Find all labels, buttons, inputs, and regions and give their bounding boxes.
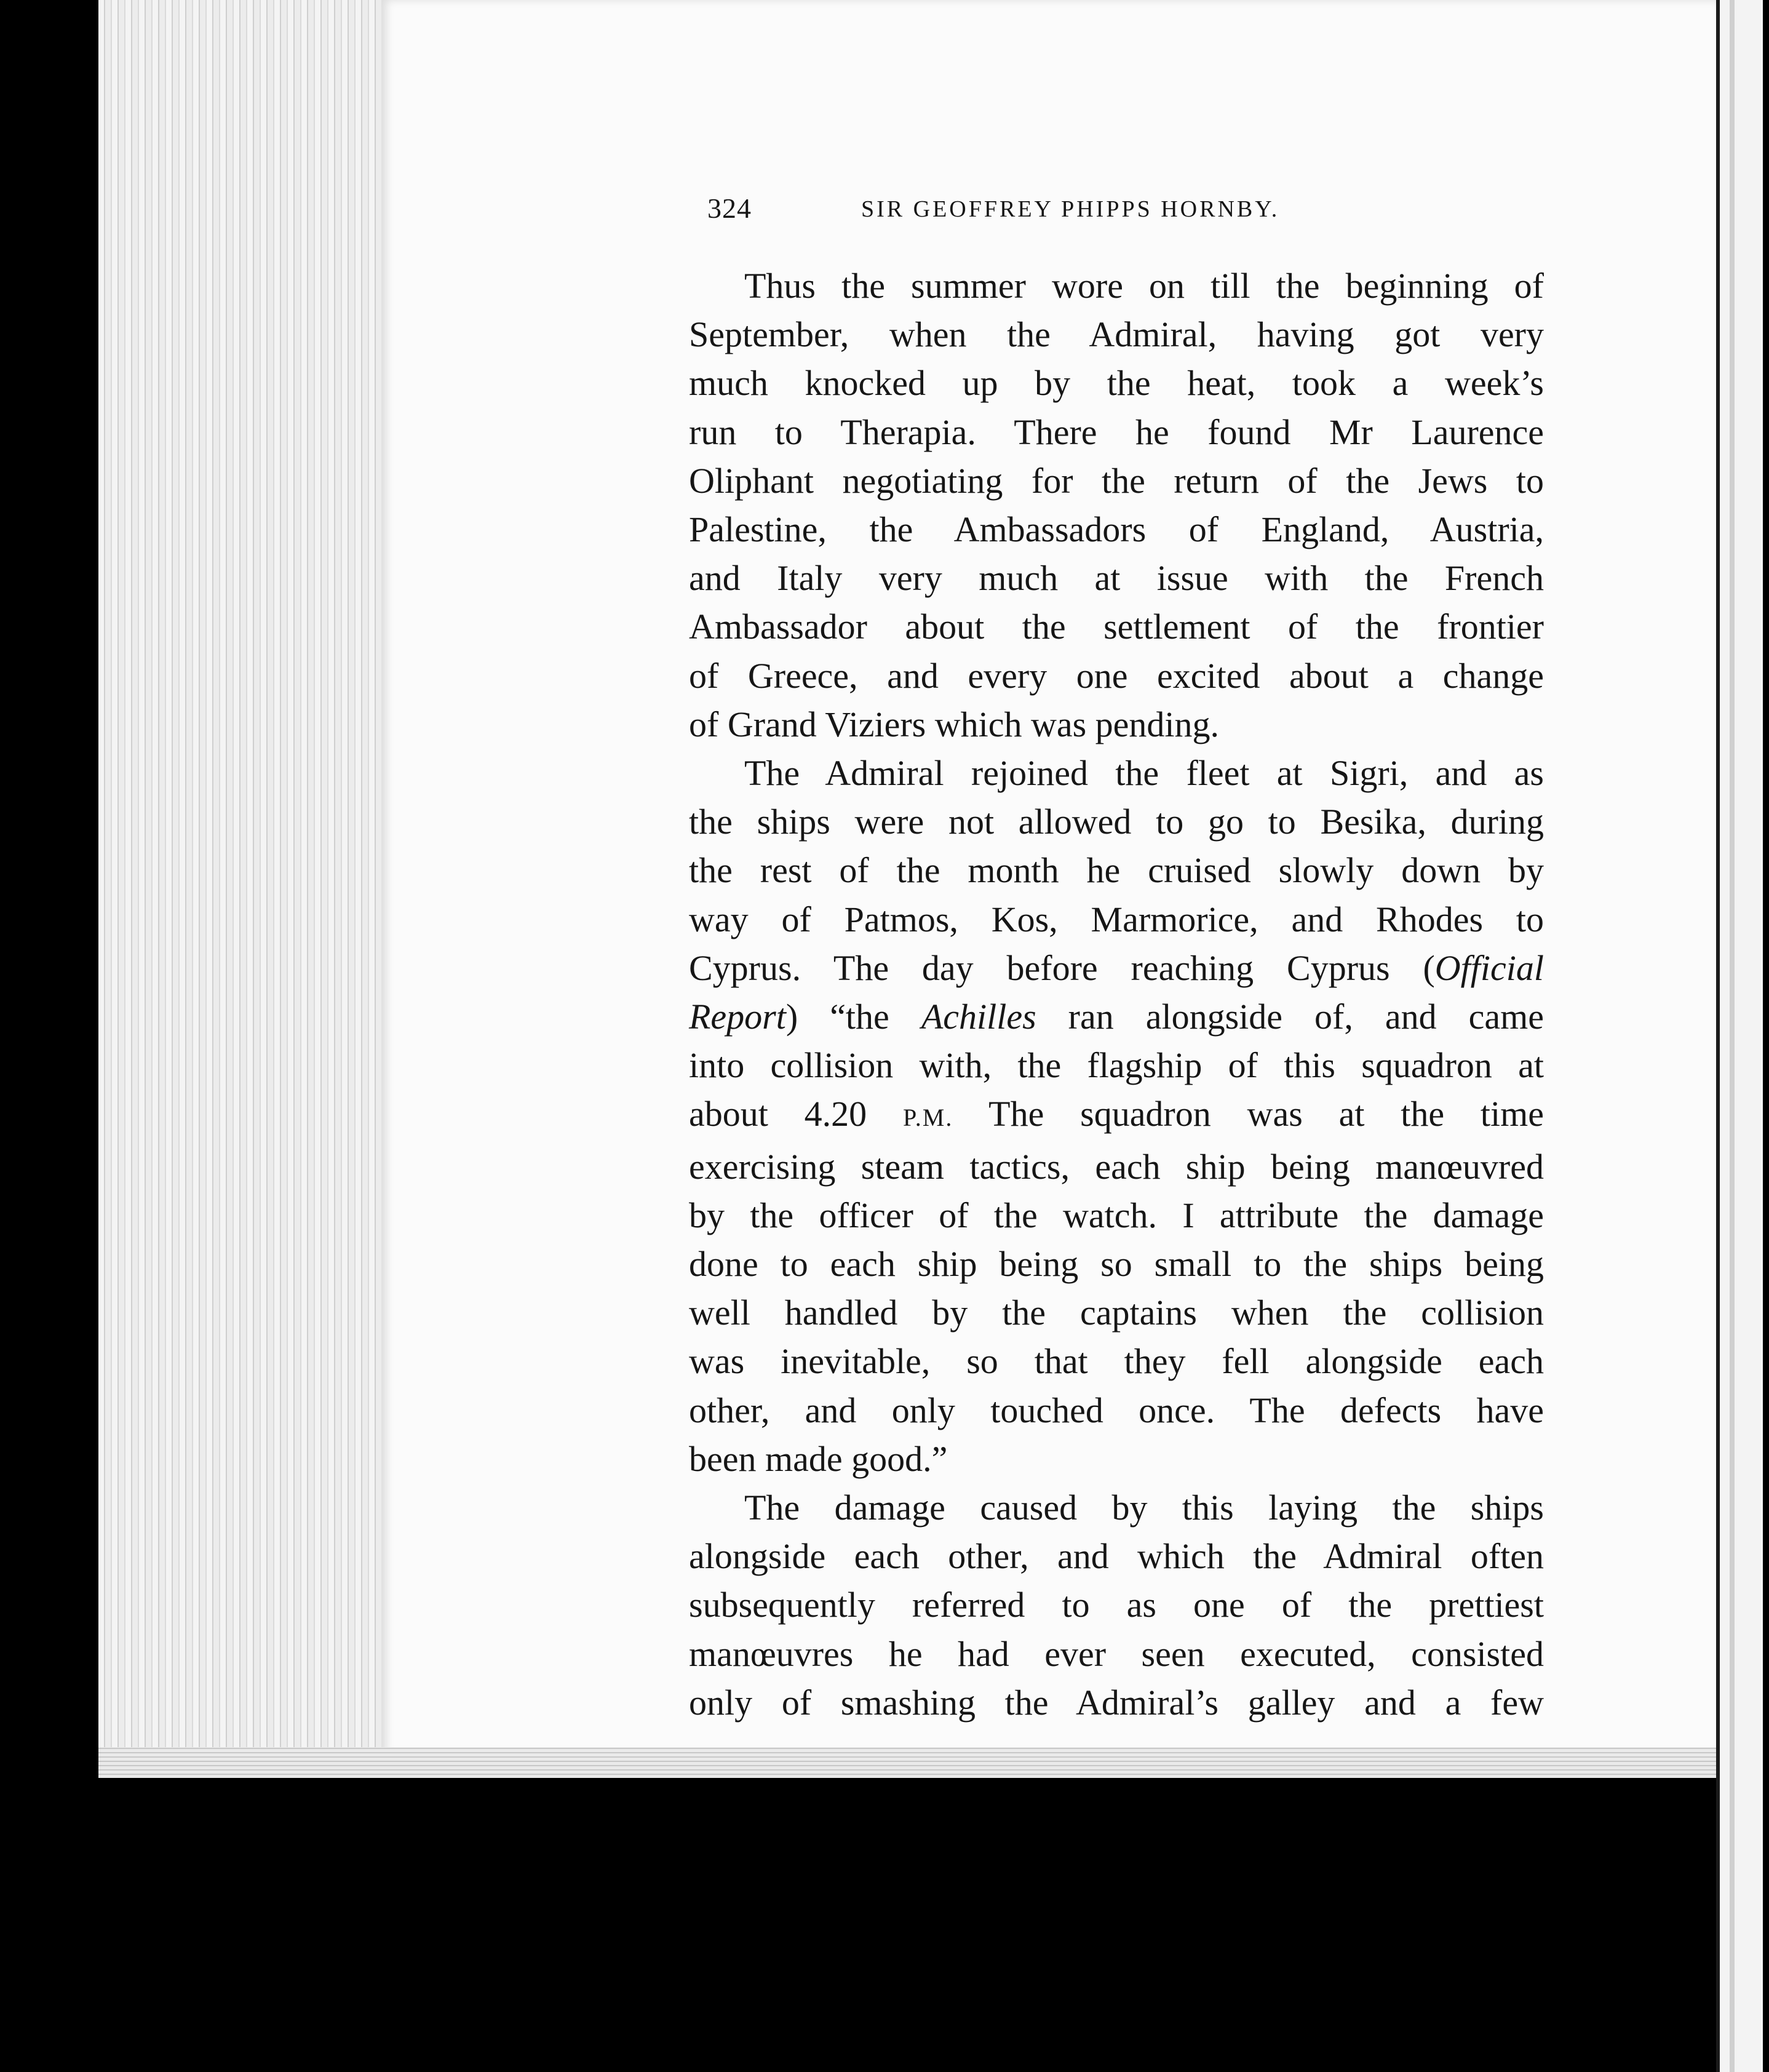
text-line: alongside each other, and which the Admiral often [689, 1536, 1544, 1577]
running-title: SIR GEOFFREY PHIPPS HORNBY. [861, 196, 1280, 222]
text-line: by the officer of the watch. I attribute the damage [689, 1195, 1544, 1235]
text-line: and Italy very much at issue with the French [689, 558, 1544, 599]
text-line: run to Therapia. There he found Mr Laurence [689, 412, 1544, 452]
text-line: been made good.” [689, 1438, 948, 1479]
text-fragment: ) “the [785, 997, 921, 1037]
page-number: 324 [707, 193, 752, 224]
text-line: Ambassador about the settlement of the frontier [689, 607, 1544, 647]
text-line: the rest of the month he cruised slowly down by [689, 850, 1544, 891]
text-line: well handled by the captains when the collision [689, 1293, 1544, 1333]
page-header [707, 192, 1507, 229]
page-bottom-edges [98, 1747, 1759, 1778]
text-fragment: ran alongside of, and came [1036, 997, 1544, 1037]
text-line: September, when the Admiral, having got very [689, 314, 1544, 355]
text-line: done to each ship being so small to the ships being [689, 1244, 1544, 1285]
text-line [689, 944, 1544, 992]
italic-text: Official [1434, 947, 1544, 988]
text-line: of Greece, and every one excited about a change [689, 655, 1544, 696]
text-line: was inevitable, so that they fell alongside each [689, 1341, 1544, 1382]
body-text [689, 261, 1544, 1727]
text-line: manœuvres he had ever seen executed, consisted [689, 1633, 1544, 1674]
text-line: the ships were not allowed to go to Besika, during [689, 802, 1544, 842]
page-stack-edges [98, 0, 388, 1766]
text-line: only of smashing the Admiral’s galley and a few [689, 1682, 1544, 1723]
small-caps-text: P.M. [902, 1104, 953, 1132]
text-line [689, 992, 1544, 1041]
italic-text: Achilles [921, 997, 1036, 1037]
text-line: The Admiral rejoined the fleet at Sigri, and as [744, 753, 1544, 794]
text-line [689, 1090, 1544, 1142]
text-line: Thus the summer wore on till the beginning of [744, 266, 1544, 306]
text-line: Palestine, the Ambassadors of England, Austria, [689, 509, 1544, 550]
text-line: Oliphant negotiating for the return of the Jews to [689, 460, 1544, 501]
text-line: subsequently referred to as one of the prettiest [689, 1585, 1544, 1625]
text-fragment: Cyprus. The day before reaching Cyprus ( [689, 947, 1435, 988]
text-line: of Grand Viziers which was pending. [689, 704, 1220, 744]
right-page-edge [1716, 0, 1763, 2072]
text-line: exercising steam tactics, each ship being manœuvred [689, 1146, 1544, 1187]
text-line: other, and only touched once. The defects have [689, 1390, 1544, 1430]
text-line: The damage caused by this laying the ships [744, 1488, 1544, 1528]
text-fragment: The squadron was at the time [953, 1094, 1544, 1134]
italic-text: Report [689, 997, 786, 1037]
right-page-edge-shadow [1730, 0, 1735, 2072]
text-line: much knocked up by the heat, took a week’s [689, 363, 1544, 404]
text-fragment: about 4.20 [689, 1094, 903, 1134]
text-line: way of Patmos, Kos, Marmorice, and Rhodes to [689, 899, 1544, 939]
text-line: into collision with, the flagship of this squadron at [689, 1045, 1544, 1086]
